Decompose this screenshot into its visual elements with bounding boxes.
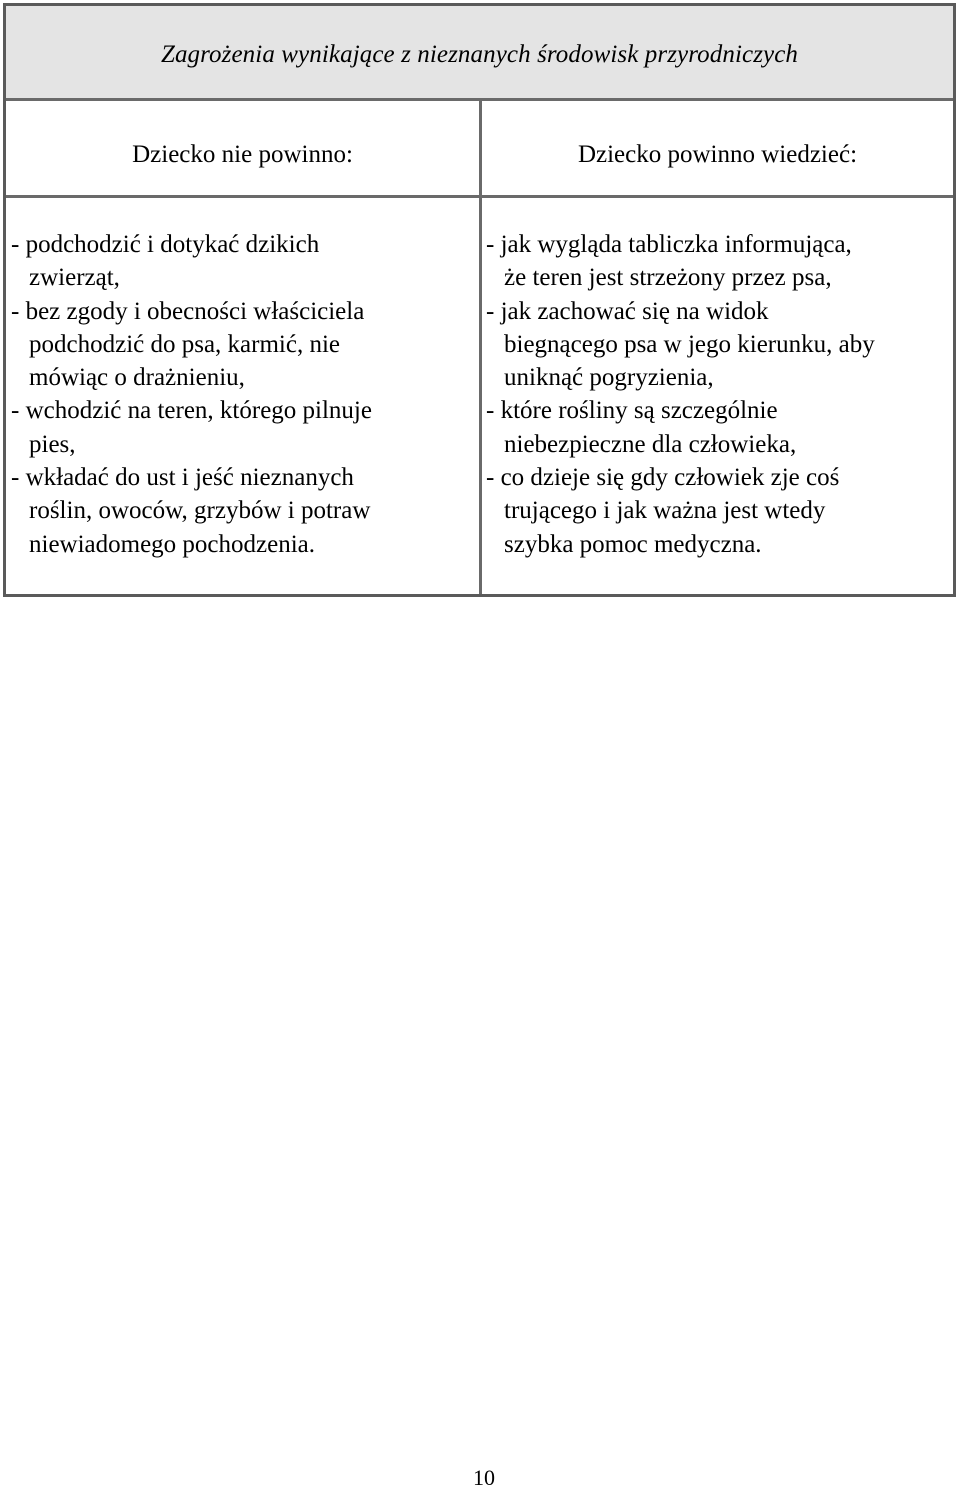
list-line: trującego i jak ważna jest wtedy <box>504 497 826 525</box>
table-title: Zagrożenia wynikające z nieznanych środowisk przyrodniczych <box>160 41 799 68</box>
list-line: pies, <box>29 430 76 458</box>
list-line: - jak zachować się na widok <box>486 297 769 325</box>
table-title-cell <box>6 6 953 101</box>
list-line: szybka pomoc medyczna. <box>504 530 762 558</box>
list-line: biegnącego psa w jego kierunku, aby <box>504 330 875 358</box>
list-line: roślin, owoców, grzybów i potraw <box>29 497 371 525</box>
body-cell-should-know <box>486 228 941 561</box>
list-line: - wchodzić na teren, którego pilnuje <box>11 397 372 425</box>
list-line: że teren jest strzeżony przez psa, <box>504 264 832 292</box>
list-line: - które rośliny są szczególnie <box>486 397 778 425</box>
body-cell-should-not <box>11 228 461 561</box>
header-should-know: Dziecko powinno wiedzieć: <box>577 141 858 168</box>
list-line: uniknąć pogryzienia, <box>504 364 714 392</box>
list-line: - podchodzić i dotykać dzikich <box>11 231 320 258</box>
list-line: zwierząt, <box>29 264 120 292</box>
list-line: mówiąc o drażnieniu, <box>29 364 245 392</box>
list-line: - bez zgody i obecności właściciela <box>11 297 365 325</box>
list-line: podchodzić do psa, karmić, nie <box>29 330 341 358</box>
list-line: - wkładać do ust i jeść nieznanych <box>11 464 354 492</box>
header-should-not: Dziecko nie powinno: <box>132 141 353 168</box>
list-line: niebezpieczne dla człowieka, <box>504 430 797 458</box>
list-line: niewiadomego pochodzenia. <box>29 530 316 558</box>
header-cell-should-know <box>482 101 953 195</box>
list-line: - co dzieje się gdy człowiek zje coś <box>486 464 840 492</box>
list-line: - jak wygląda tabliczka informująca, <box>486 231 852 258</box>
page-number: 10 <box>473 1465 495 1490</box>
header-cell-should-not <box>6 101 479 195</box>
column-divider <box>479 101 482 594</box>
